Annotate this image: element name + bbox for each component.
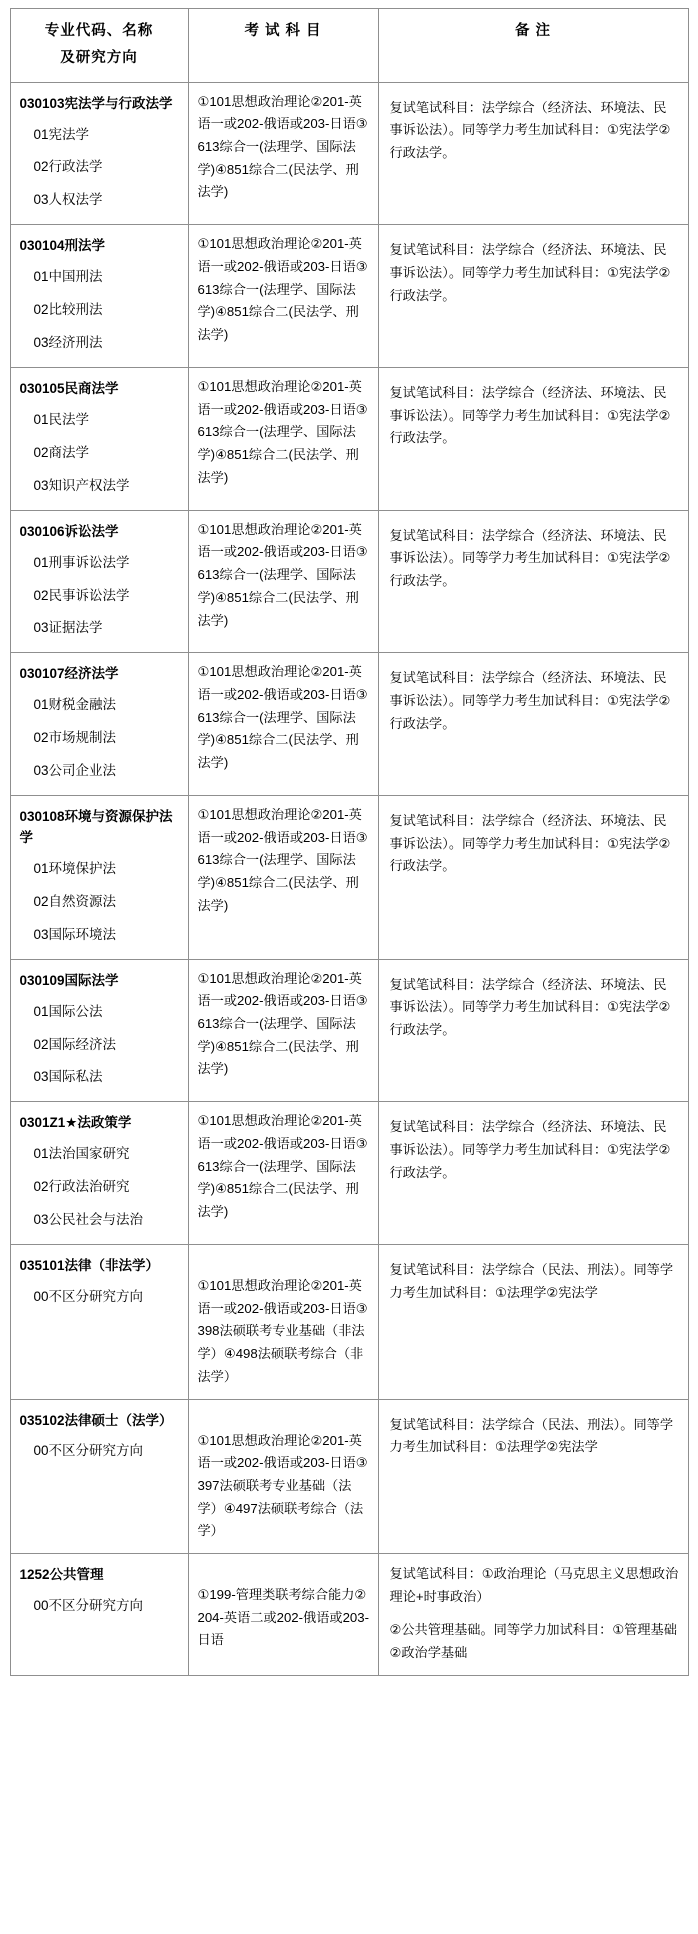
cell-notes [378,796,688,960]
research-direction: 00不区分研究方向 [33,1598,144,1613]
cell-notes [378,510,688,653]
research-direction: 02国际经济法 [33,1036,117,1052]
header-code-name [10,9,188,83]
header-code-name-line2: 及研究方向 [60,49,138,66]
research-direction: 01刑事诉讼法学 [33,554,130,570]
header-subjects-label: 考 试 科 目 [244,23,322,39]
exam-subjects: ①101思想政治理论②201-英语一或202-俄语或203-日语③613综合一(法理学、国际法学)④851综合二(民法学、刑法学) [197,1113,368,1220]
cell-code-name [10,959,188,1102]
research-direction: 01中国刑法 [33,269,103,285]
remarks [379,225,688,317]
remarks [379,960,688,1052]
cell-notes [378,1399,688,1554]
research-direction: 03公民社会与法治 [33,1212,144,1228]
header-subjects [188,9,378,83]
table-header-row [10,9,688,83]
cell-notes [378,82,688,225]
cell-notes [378,368,688,511]
exam-subjects: ①101思想政治理论②201-英语一或202-俄语或203-日语③613综合一(法理学、国际法学)④851综合二(民法学、刑法学) [197,236,368,343]
remark-paragraph: 复试笔试科目：法学综合（经济法、环境法、民事诉讼法）。同等学力考生加试科目：①宪法学②行政法学。 [389,670,671,731]
major-code-name: 030109国际法学 [19,972,119,988]
cell-subjects [188,959,378,1102]
table-row [10,1399,688,1554]
cell-code-name [10,1102,188,1245]
research-direction: 02比较刑法 [33,302,103,318]
cell-code-name [10,1245,188,1400]
research-direction: 02民事诉讼法学 [33,587,130,603]
cell-subjects [188,225,378,368]
header-code-name-line1: 专业代码、名称 [44,23,154,39]
header-notes [378,9,688,83]
exam-subjects: ①101思想政治理论②201-英语一或202-俄语或203-日语③613综合一(法理学、国际法学)④851综合二(民法学、刑法学) [197,93,368,200]
cell-code-name [10,796,188,960]
exam-subjects: ①101思想政治理论②201-英语一或202-俄语或203-日语③397法硕联考专业基础（法学）④497法硕联考综合（法学） [197,1432,368,1539]
table-row [10,82,688,225]
exam-subjects: ①101思想政治理论②201-英语一或202-俄语或203-日语③398法硕联考专业基础（非法学）④498法硕联考综合（非法学） [197,1278,368,1384]
cell-code-name [10,510,188,653]
research-direction: 01民法学 [33,411,90,427]
cell-code-name [10,82,188,225]
remarks [379,83,688,175]
major-code-name: 030108环境与资源保护法学 [19,809,173,845]
research-direction: 00不区分研究方向 [33,1288,144,1304]
remarks [379,1102,688,1194]
cell-subjects [188,653,378,796]
header-notes-label: 备 注 [514,23,552,39]
table-row [10,1245,688,1400]
table-row [10,510,688,653]
remarks [379,1400,688,1469]
research-direction: 02商法学 [33,444,90,460]
research-direction: 00不区分研究方向 [33,1443,144,1459]
remark-paragraph: 复试笔试科目：法学综合（民法、刑法）。同等学力考生加试科目：①法理学②宪法学 [389,1262,674,1300]
cell-code-name [10,1554,188,1676]
exam-subjects: ①101思想政治理论②201-英语一或202-俄语或203-日语③613综合一(法理学、国际法学)④851综合二(民法学、刑法学) [197,664,368,771]
table-row [10,1102,688,1245]
cell-subjects [188,368,378,511]
cell-notes [378,225,688,368]
major-code-name: 030103宪法学与行政法学 [19,95,173,111]
remark-paragraph: 复试笔试科目：法学综合（民法、刑法）。同等学力考生加试科目：①法理学②宪法学 [389,1416,674,1455]
cell-subjects [188,82,378,225]
research-direction: 03人权法学 [33,192,103,208]
cell-notes [378,1245,688,1400]
table-row [10,225,688,368]
table-row [10,368,688,511]
remark-paragraph: 复试笔试科目：法学综合（经济法、环境法、民事诉讼法）。同等学力考生加试科目：①宪法学②行政法学。 [389,385,671,446]
major-code-name: 030105民商法学 [19,381,119,396]
remarks [379,368,688,460]
cell-notes [378,1102,688,1245]
remark-paragraph: 复试笔试科目：法学综合（经济法、环境法、民事诉讼法）。同等学力考生加试科目：①宪法学②行政法学。 [389,1119,671,1180]
cell-code-name [10,653,188,796]
exam-subjects: ①101思想政治理论②201-英语一或202-俄语或203-日语③613综合一(法理学、国际法学)④851综合二(民法学、刑法学) [197,970,368,1077]
research-direction: 01法治国家研究 [33,1146,130,1162]
research-direction: 03国际环境法 [33,926,117,942]
remark-paragraph: 复试笔试科目：法学综合（经济法、环境法、民事诉讼法）。同等学力考生加试科目：①宪法学②行政法学。 [389,242,671,303]
majors-table [10,8,689,1676]
research-direction: 02市场规制法 [33,730,117,746]
major-code-name: 0301Z1★法政策学 [19,1115,132,1131]
research-direction: 03证据法学 [33,620,103,636]
remark-paragraph: 复试笔试科目：法学综合（经济法、环境法、民事诉讼法）。同等学力考生加试科目：①宪法学②行政法学。 [389,813,671,874]
remarks [379,796,688,888]
cell-code-name [10,368,188,511]
remark-paragraph: 复试笔试科目：①政治理论（马克思主义思想政治理论+时事政治） [389,1566,679,1604]
remark-paragraph: ②公共管理基础。同等学力加试科目：①管理基础②政治学基础 [389,1622,677,1661]
cell-code-name [10,1399,188,1554]
major-code-name: 030104刑法学 [19,238,106,254]
table-row [10,959,688,1102]
remarks [379,653,688,745]
major-code-name: 030107经济法学 [19,666,119,682]
remark-paragraph: 复试笔试科目：法学综合（经济法、环境法、民事诉讼法）。同等学力考生加试科目：①宪法学②行政法学。 [389,527,671,589]
cell-subjects [188,1554,378,1676]
remarks [379,511,688,603]
research-direction: 01环境保护法 [33,860,117,876]
cell-code-name [10,225,188,368]
table-row [10,1554,688,1676]
research-direction: 03国际私法 [33,1069,103,1085]
cell-notes [378,653,688,796]
research-direction: 03经济刑法 [33,335,103,351]
remark-paragraph: 复试笔试科目：法学综合（经济法、环境法、民事诉讼法）。同等学力考生加试科目：①宪法学②行政法学。 [389,99,671,161]
exam-subjects: ①101思想政治理论②201-英语一或202-俄语或203-日语③613综合一(法理学、国际法学)④851综合二(民法学、刑法学) [197,807,368,913]
remark-paragraph: 复试笔试科目：法学综合（经济法、环境法、民事诉讼法）。同等学力考生加试科目：①宪法学②行政法学。 [389,976,671,1038]
cell-subjects [188,1245,378,1400]
research-direction: 03公司企业法 [33,763,117,779]
research-direction: 01宪法学 [33,126,90,142]
remarks [379,1245,688,1314]
cell-subjects [188,1399,378,1554]
research-direction: 02行政法学 [33,159,103,175]
cell-notes [378,959,688,1102]
research-direction: 02行政法治研究 [33,1179,130,1195]
remarks [379,1554,688,1675]
table-row [10,653,688,796]
major-code-name: 035102法律硕士（法学） [19,1412,173,1428]
exam-subjects: ①199-管理类联考综合能力②204-英语二或202-俄语或203-日语 [197,1587,369,1648]
research-direction: 03知识产权法学 [33,477,130,493]
major-code-name: 035101法律（非法学） [19,1258,160,1274]
table-row [10,796,688,960]
cell-notes [378,1554,688,1676]
exam-subjects: ①101思想政治理论②201-英语一或202-俄语或203-日语③613综合一(法理学、国际法学)④851综合二(民法学、刑法学) [197,379,368,485]
research-direction: 01国际公法 [33,1003,103,1019]
cell-subjects [188,796,378,960]
exam-subjects: ①101思想政治理论②201-英语一或202-俄语或203-日语③613综合一(法理学、国际法学)④851综合二(民法学、刑法学) [197,521,368,628]
major-code-name: 030106诉讼法学 [19,523,119,539]
cell-subjects [188,510,378,653]
cell-subjects [188,1102,378,1245]
research-direction: 02自然资源法 [33,893,117,909]
major-code-name: 1252公共管理 [19,1567,104,1583]
research-direction: 01财税金融法 [33,697,117,713]
